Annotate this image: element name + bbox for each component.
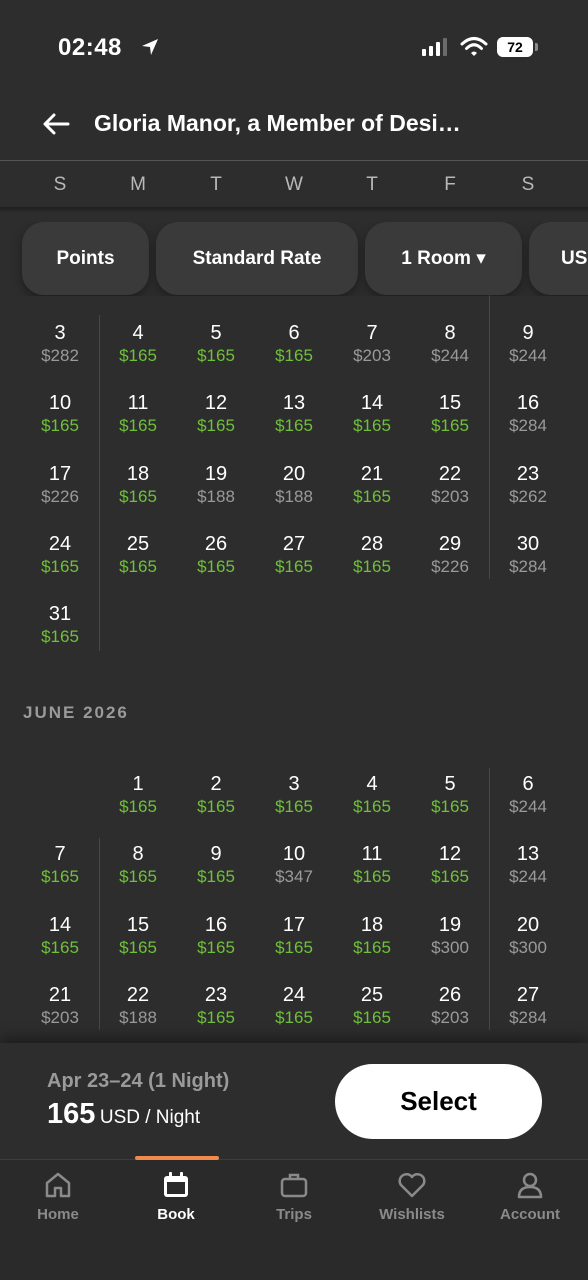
calendar-day[interactable] [333,913,411,975]
calendar-day[interactable] [489,321,567,383]
day-price: $165 [197,797,235,816]
calendar-day[interactable] [411,391,489,453]
day-number: 18 [126,462,150,485]
calendar-day[interactable] [99,772,177,834]
calendar-day[interactable] [99,913,177,975]
calendar-day[interactable] [99,842,177,904]
day-price: $165 [275,797,313,816]
calendar-day[interactable] [411,462,489,524]
day-number: 9 [522,322,534,344]
filter-chips [0,222,588,296]
currency-chip[interactable]: US [529,222,588,295]
calendar-day[interactable] [255,391,333,453]
person-icon [515,1170,545,1200]
day-number: 20 [282,462,306,485]
calendar-day[interactable] [333,462,411,524]
calendar-day[interactable] [21,532,99,594]
day-price: $165 [275,416,313,436]
calendar-day[interactable] [21,842,99,904]
day-price: $300 [431,937,469,957]
calendar-day[interactable] [177,772,255,834]
day-price: $165 [353,1007,391,1027]
calendar-day[interactable] [333,321,411,383]
calendar-day[interactable] [333,532,411,594]
tab-book[interactable] [126,1160,226,1223]
day-price: $165 [275,1007,313,1027]
day-price: $165 [41,627,79,647]
day-number: 20 [516,913,540,936]
points-chip[interactable]: Points [22,222,149,295]
day-number: 26 [438,983,462,1006]
weekday-label: F [444,174,456,195]
day-number: 27 [516,983,540,1006]
day-number: 3 [54,322,66,344]
day-number: 5 [444,773,456,795]
tab-wishlists-label: Wishlists [379,1206,445,1223]
day-price: $244 [509,797,547,816]
calendar-day[interactable] [99,391,177,453]
day-price: $165 [275,937,313,957]
wifi-icon [460,36,488,58]
day-price: $284 [509,416,547,436]
weekday-label: S [53,174,67,195]
day-price: $347 [275,867,313,887]
day-price: $165 [353,867,391,887]
day-number: 7 [366,322,378,344]
day-number: 5 [210,322,222,344]
day-number: 9 [210,843,222,866]
day-price: $165 [353,797,391,816]
calendar-day[interactable] [99,532,177,594]
day-price: $165 [353,486,391,506]
calendar-day[interactable] [411,983,489,1045]
day-number: 10 [48,392,72,415]
day-price: $165 [119,867,157,887]
weekday-label: M [130,174,146,195]
day-number: 26 [204,532,228,555]
rate-chip[interactable]: Standard Rate [156,222,358,295]
day-number: 8 [444,322,456,344]
cellular-signal-icon [422,38,447,56]
calendar-day[interactable] [333,842,411,904]
calendar-day[interactable] [21,983,99,1045]
day-price: $165 [197,1007,235,1027]
day-price: $165 [353,556,391,576]
day-number: 19 [204,462,228,485]
day-number: 7 [54,843,66,866]
calendar-day[interactable] [411,532,489,594]
month-label-june: JUNE 2026 [23,703,129,722]
day-price: $165 [119,346,157,365]
calendar-day[interactable] [411,842,489,904]
day-price: $165 [197,416,235,436]
calendar-day[interactable] [21,391,99,453]
day-price: $188 [275,486,313,506]
day-price: $244 [509,346,547,365]
heart-icon [397,1170,427,1200]
calendar-day[interactable] [489,913,567,975]
day-number: 28 [360,532,384,555]
day-price: $165 [275,346,313,365]
calendar-day[interactable] [99,321,177,383]
day-price: $165 [119,797,157,816]
calendar-day[interactable] [177,391,255,453]
day-number: 19 [438,913,462,936]
calendar-day[interactable] [177,532,255,594]
day-price: $165 [119,416,157,436]
day-number: 15 [126,913,150,936]
calendar-day[interactable] [411,913,489,975]
week-separator [489,768,490,1030]
tab-home[interactable] [8,1160,108,1223]
calendar-day[interactable] [21,913,99,975]
rooms-chip[interactable]: 1 Room ▾ [365,222,522,295]
battery-indicator: 72 [497,37,533,57]
day-price: $165 [197,937,235,957]
day-number: 25 [360,983,384,1006]
day-number: 4 [366,773,378,795]
weekday-header [0,162,588,208]
day-number: 3 [288,773,300,795]
calendar-day[interactable] [333,772,411,834]
calendar-day[interactable] [177,913,255,975]
status-bar [0,0,588,90]
weekday-label: T [210,174,222,195]
calendar-day[interactable] [99,462,177,524]
day-price: $165 [41,867,79,887]
day-number: 23 [516,462,540,485]
day-price: $165 [275,556,313,576]
calendar-day[interactable] [255,983,333,1045]
day-price: $165 [41,937,79,957]
day-price: $284 [509,1007,547,1027]
calendar-day[interactable] [255,532,333,594]
calendar-day[interactable] [255,462,333,524]
day-number: 11 [127,392,149,415]
day-number: 25 [126,532,150,555]
day-number: 27 [282,532,306,555]
calendar-day[interactable] [489,983,567,1045]
calendar-day[interactable] [489,391,567,453]
day-number: 21 [48,983,72,1006]
day-number: 24 [282,983,306,1006]
location-arrow-icon [140,37,160,57]
day-number: 30 [516,532,540,555]
header-divider [0,160,588,161]
day-price: $282 [41,346,79,365]
day-number: 12 [204,392,228,415]
calendar-day[interactable] [177,983,255,1045]
day-number: 2 [210,773,222,795]
day-number: 13 [516,843,540,866]
calendar-day[interactable] [99,983,177,1045]
day-price: $165 [431,416,469,436]
tab-home-label: Home [37,1206,79,1223]
page-title: Gloria Manor, a Member of Desi… [94,110,461,136]
day-price: $262 [509,486,547,506]
day-price: $203 [41,1007,79,1027]
day-price: $165 [119,486,157,506]
weekday-label: T [366,174,378,195]
day-price: $165 [197,346,235,365]
calendar-day[interactable] [489,842,567,904]
day-number: 24 [48,532,72,555]
briefcase-icon [279,1170,309,1200]
tab-account[interactable] [480,1160,580,1223]
day-price: $284 [509,556,547,576]
day-price: $244 [431,346,469,365]
status-time: 02:48 [58,34,122,61]
day-number: 16 [516,392,540,415]
weekday-shadow [0,207,588,213]
calendar-day[interactable] [255,321,333,383]
tab-book-label: Book [157,1206,195,1223]
day-price: $203 [431,486,469,506]
week-separator [99,315,100,651]
calendar-day[interactable] [21,462,99,524]
selection-bar [0,1043,588,1159]
day-price: $300 [509,937,547,957]
calendar-day[interactable] [255,913,333,975]
day-price: $165 [119,556,157,576]
day-number: 18 [360,913,384,936]
calendar-day[interactable] [489,772,567,834]
day-price: $165 [353,416,391,436]
calendar-day[interactable] [411,772,489,834]
day-number: 1 [132,773,144,795]
calendar-day[interactable] [255,842,333,904]
day-price: $165 [197,867,235,887]
day-number: 15 [438,392,462,415]
nightly-price [47,1098,200,1131]
day-number: 17 [282,913,306,936]
day-number: 12 [438,843,462,866]
day-number: 16 [204,913,228,936]
home-icon [43,1170,73,1200]
calendar-day[interactable] [21,602,99,664]
day-number: 14 [48,913,72,936]
day-number: 6 [288,322,300,344]
day-price: $165 [197,556,235,576]
calendar-day[interactable] [21,321,99,383]
calendar-icon [161,1170,191,1200]
day-number: 17 [48,462,72,485]
tab-trips[interactable] [244,1160,344,1223]
day-price: $165 [431,797,469,816]
calendar-day[interactable] [177,462,255,524]
day-number: 23 [204,983,228,1006]
select-button[interactable]: Select [335,1064,542,1139]
day-number: 10 [282,843,306,866]
day-number: 14 [360,392,384,415]
back-arrow-icon[interactable] [40,108,72,140]
calendar-day[interactable] [411,321,489,383]
day-price: $188 [119,1007,157,1027]
day-number: 11 [361,843,383,866]
day-price: $226 [431,556,469,576]
calendar-day[interactable] [333,391,411,453]
calendar-day[interactable] [489,462,567,524]
calendar-day[interactable] [177,321,255,383]
day-number: 22 [126,983,150,1006]
day-price: $165 [41,556,79,576]
day-price: $165 [431,867,469,887]
day-price: $165 [41,416,79,436]
day-price: $203 [353,346,391,365]
day-price: $188 [197,486,235,506]
day-number: 31 [48,603,72,626]
day-price: $244 [509,867,547,887]
tab-trips-label: Trips [276,1206,312,1223]
calendar-day[interactable] [177,842,255,904]
price-amount: 165 [47,1098,96,1130]
week-separator [99,838,100,1030]
day-number: 13 [282,392,306,415]
calendar-day[interactable] [333,983,411,1045]
week-separator [489,293,490,579]
tab-bar [0,1159,588,1280]
day-number: 4 [132,322,144,344]
calendar-day[interactable] [489,532,567,594]
tab-wishlists[interactable] [362,1160,462,1223]
header [0,90,588,160]
day-number: 22 [438,462,462,485]
selected-dates: Apr 23–24 (1 Night) [47,1070,230,1092]
day-price: $226 [41,486,79,506]
calendar-day[interactable] [255,772,333,834]
weekday-label: W [285,174,303,195]
tab-account-label: Account [500,1206,560,1223]
day-price: $165 [353,937,391,957]
day-number: 21 [360,462,384,485]
day-number: 8 [132,843,144,866]
price-unit: USD / Night [99,1107,201,1128]
day-price: $203 [431,1007,469,1027]
day-number: 6 [522,773,534,795]
weekday-label: S [521,174,535,195]
day-price: $165 [119,937,157,957]
day-number: 29 [438,532,462,555]
